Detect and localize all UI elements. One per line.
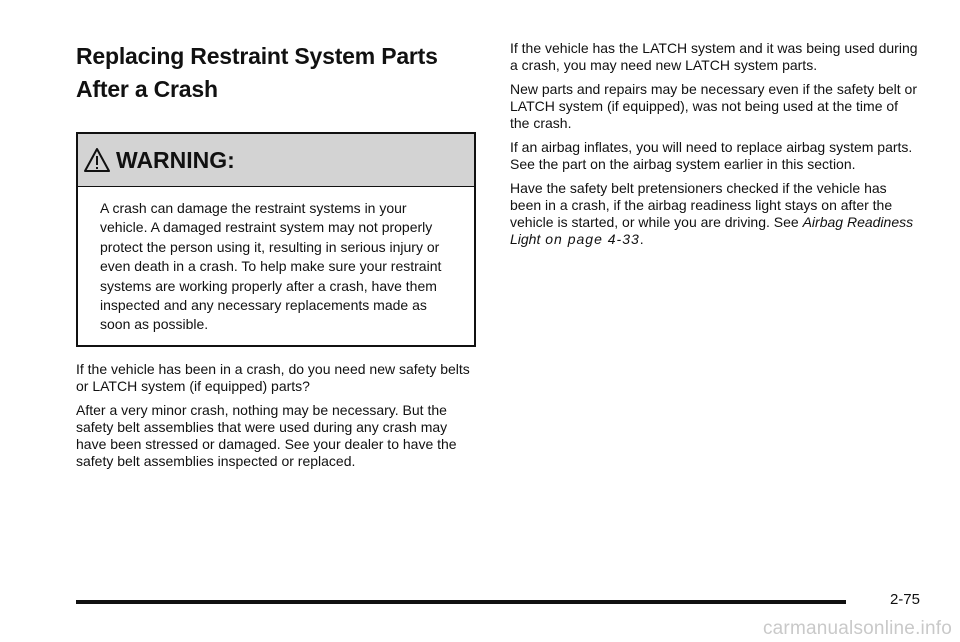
warning-triangle-icon [84, 147, 110, 173]
left-paragraphs [76, 361, 480, 470]
paragraph-text: Have the safety belt pretensioners checked if the vehicle has been in a crash, if the airbag readiness light stays on after the vehicle is started, or while you are driving. See [510, 180, 893, 230]
watermark: carmanualsonline.info [762, 618, 952, 639]
warning-title: WARNING: [116, 146, 235, 173]
paragraph: If the vehicle has the LATCH system and it was being used during a crash, you may need new LATCH system parts. [510, 40, 918, 73]
section-title-line-1: Replacing Restraint System Parts [76, 43, 438, 69]
warning-header [78, 134, 474, 187]
left-column [76, 40, 480, 477]
paragraph: New parts and repairs may be necessary even if the safety belt or LATCH system (if equipped), was not being used at the time of the crash. [510, 81, 917, 131]
section-title-line-2: After a Crash [76, 76, 218, 102]
paragraph: If an airbag inflates, you will need to replace airbag system parts. See the part on the airbag system earlier in this section. [510, 139, 913, 172]
right-column [510, 40, 920, 255]
paragraph: If the vehicle has been in a crash, do you need new safety belts or LATCH system (if equipped) parts? [76, 360, 470, 394]
footer-rule [76, 600, 846, 604]
cross-reference-page[interactable]: on page 4‑33 [540, 231, 640, 247]
paragraph-with-reference [510, 180, 920, 248]
paragraph-end: . [639, 231, 644, 247]
warning-box [76, 132, 476, 347]
paragraph: After a very minor crash, nothing may be necessary. But the safety belt assemblies that were used during any crash may have been stressed or damaged. See your dealer to have the safety belt assemblies inspected or replaced. [76, 401, 457, 469]
cross-reference-link[interactable]: Airbag Readiness Light [510, 214, 914, 247]
warning-body: A crash can damage the restraint systems in your vehicle. A damaged restraint system may not properly protect the person using it, resulting in serious injury or even death in a crash. To help make sure your restraint systems are working properly after a crash, have them inspected and any necessary replacements made as soon as possible. [100, 200, 442, 333]
page-number: 2-75 [889, 591, 920, 608]
section-title [76, 40, 480, 106]
